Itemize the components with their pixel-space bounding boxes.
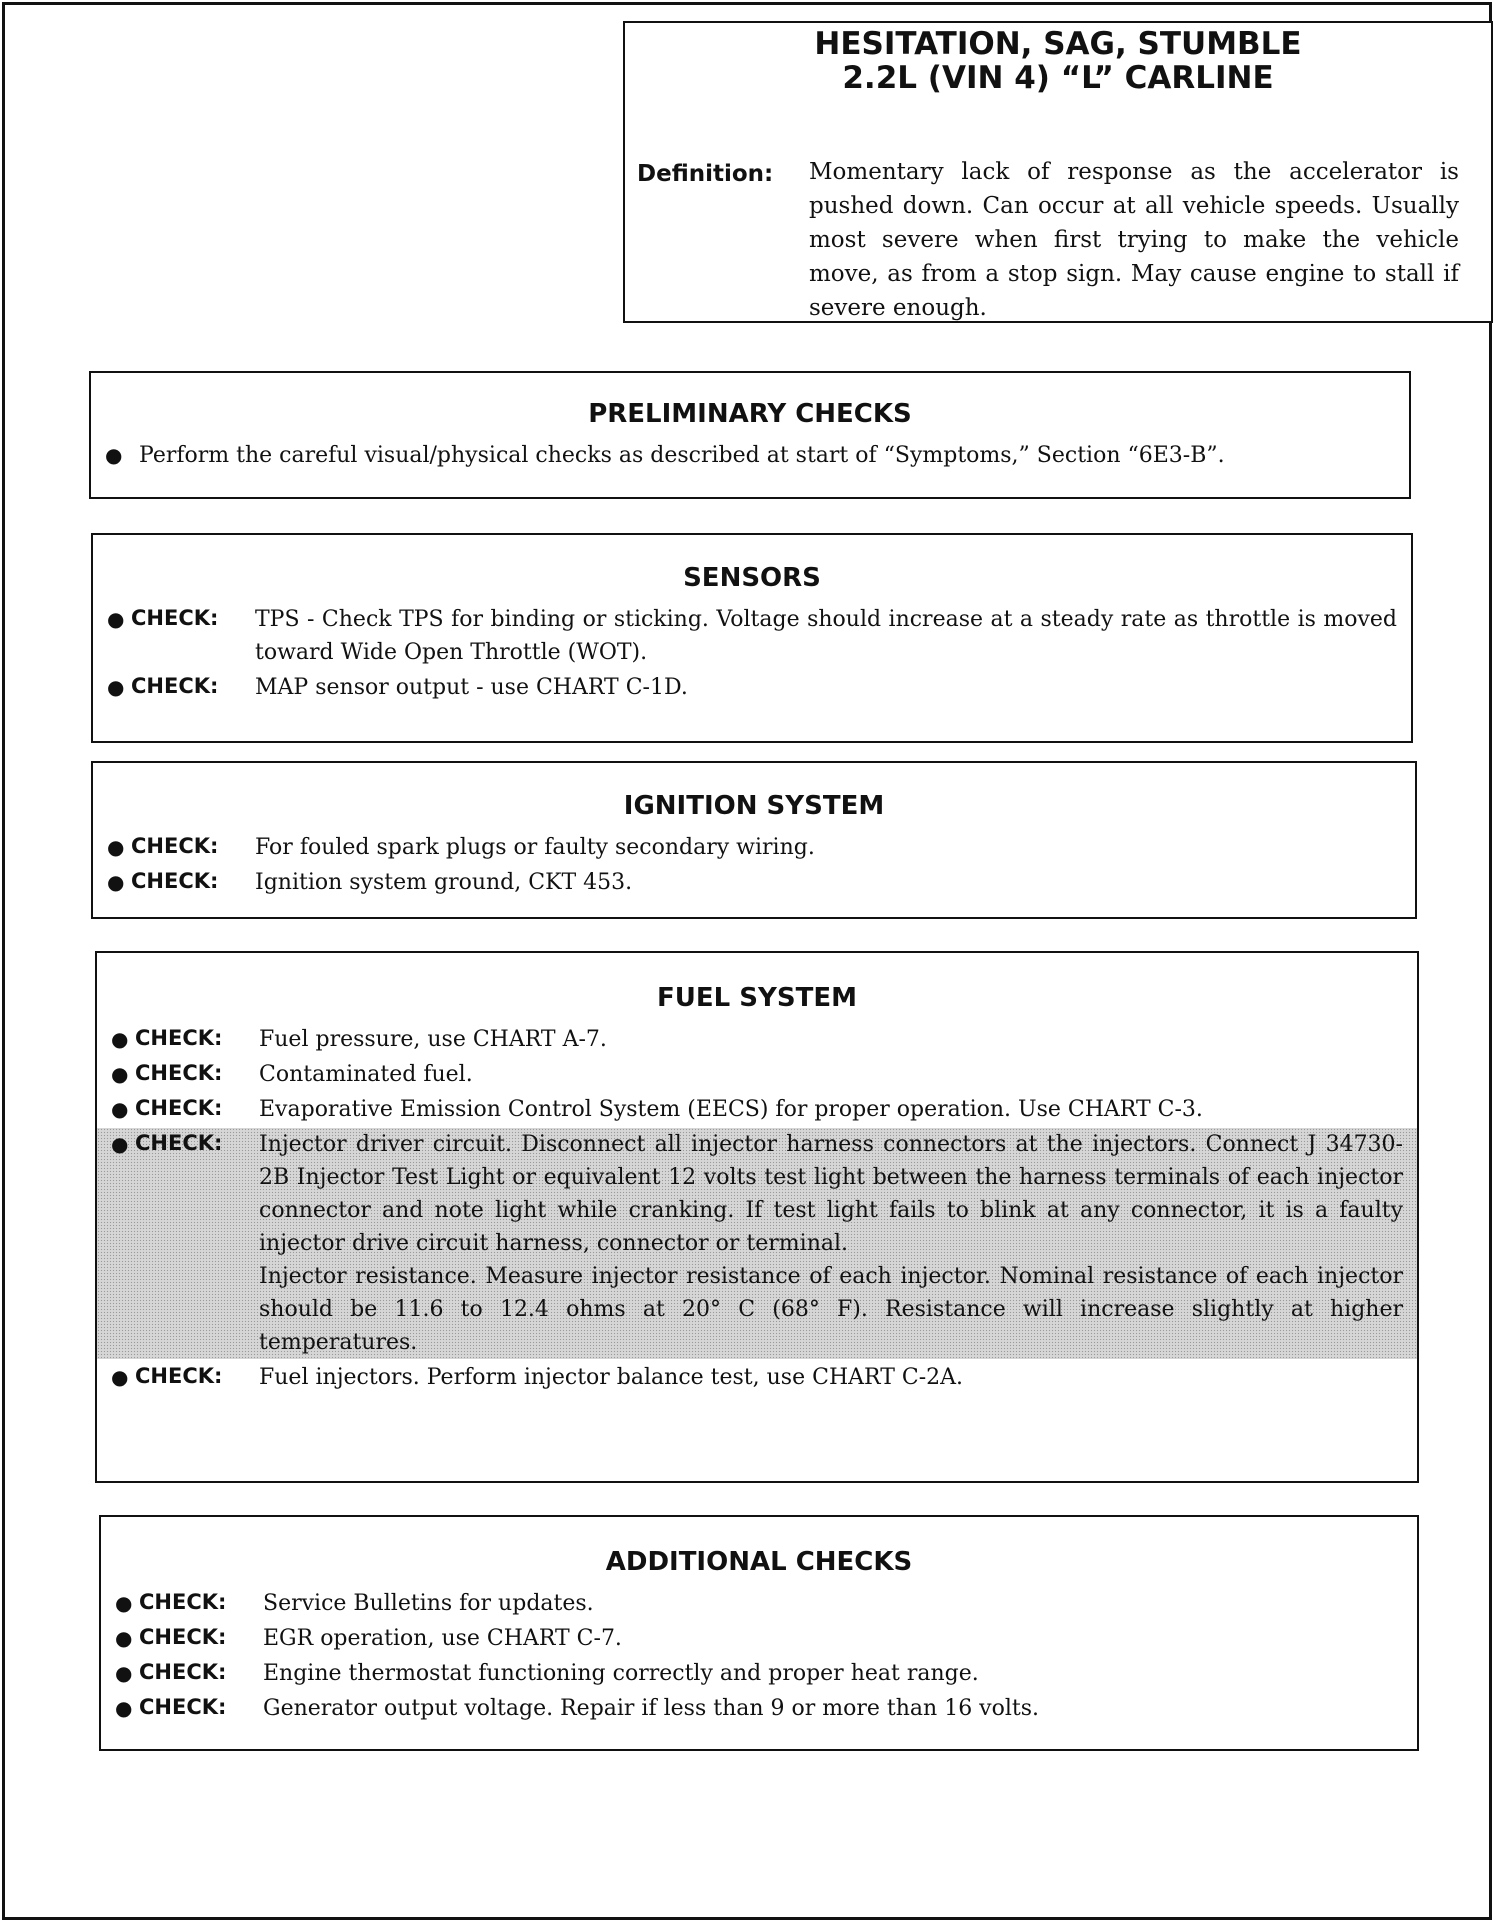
check-text: For fouled spark plugs or faulty secondary wiring. bbox=[255, 835, 815, 860]
check-text: Evaporative Emission Control System (EECS) for proper operation. Use CHART C-3. bbox=[259, 1097, 1203, 1122]
list-item bbox=[93, 603, 1411, 669]
ignition-section bbox=[91, 761, 1417, 919]
preliminary-checks-title: PRELIMINARY CHECKS bbox=[588, 399, 912, 429]
check-label: CHECK: bbox=[131, 869, 219, 893]
additional-checks-title: ADDITIONAL CHECKS bbox=[605, 1547, 913, 1577]
check-label: CHECK: bbox=[139, 1590, 227, 1614]
preliminary-checks-section bbox=[89, 371, 1411, 499]
bullet-icon: ● bbox=[111, 1027, 129, 1051]
bullet-icon: ● bbox=[111, 1062, 129, 1086]
check-text: Service Bulletins for updates. bbox=[263, 1591, 594, 1616]
list-item bbox=[97, 1361, 1417, 1394]
title-line-1: HESITATION, SAG, STUMBLE bbox=[814, 26, 1302, 62]
check-text: Fuel pressure, use CHART A-7. bbox=[259, 1027, 607, 1052]
preliminary-text: Perform the careful visual/physical checks as described at start of “Symptoms,” Section “6E3-B”. bbox=[139, 443, 1225, 468]
check-label: CHECK: bbox=[139, 1660, 227, 1684]
bullet-icon: ● bbox=[115, 1696, 133, 1720]
bullet-icon: ● bbox=[105, 443, 123, 467]
check-label: CHECK: bbox=[131, 606, 219, 630]
list-item bbox=[93, 831, 1415, 864]
additional-checks-section bbox=[99, 1515, 1419, 1751]
check-label: CHECK: bbox=[131, 674, 219, 698]
list-item bbox=[97, 1058, 1417, 1091]
check-label: CHECK: bbox=[139, 1625, 227, 1649]
check-text: TPS - Check TPS for binding or sticking. Voltage should increase at a steady rate as throttle is moved toward Wide Open Throttle (WOT). bbox=[255, 607, 1397, 665]
list-item bbox=[101, 1692, 1417, 1725]
injector-check-highlighted bbox=[97, 1128, 1417, 1359]
check-label: CHECK: bbox=[135, 1131, 223, 1155]
injector-resistance-paragraph: Injector resistance. Measure injector resistance of each injector. Nominal resistance of each injector should be 11.6 to 12.4 ohms at 20° C (68° F). Resistance will increase slightly at higher temperatures. bbox=[259, 1264, 1403, 1355]
check-label: CHECK: bbox=[135, 1026, 223, 1050]
bullet-icon: ● bbox=[107, 870, 125, 894]
check-label: CHECK: bbox=[135, 1364, 223, 1388]
list-item bbox=[101, 1657, 1417, 1690]
injector-driver-paragraph: Injector driver circuit. Disconnect all injector harness connectors at the injectors. Connect J 34730-2B Injector Test Light or equivalent 12 volts test light between the harness terminals of each injector connector and note light while cranking. If test light fails to blink at any connector, it is a faulty injector drive circuit harness, connector or terminal. bbox=[259, 1132, 1403, 1256]
bullet-icon: ● bbox=[115, 1626, 133, 1650]
list-item bbox=[97, 1093, 1417, 1126]
sensors-title: SENSORS bbox=[683, 563, 821, 593]
check-label: CHECK: bbox=[139, 1695, 227, 1719]
list-item bbox=[91, 439, 1409, 472]
bullet-icon: ● bbox=[107, 607, 125, 631]
list-item bbox=[101, 1622, 1417, 1655]
list-item bbox=[97, 1023, 1417, 1056]
list-item bbox=[93, 671, 1411, 704]
fuel-system-section bbox=[95, 951, 1419, 1483]
definition-label: Definition: bbox=[637, 161, 774, 187]
bullet-icon: ● bbox=[107, 835, 125, 859]
check-label: CHECK: bbox=[135, 1096, 223, 1120]
check-text: Ignition system ground, CKT 453. bbox=[255, 870, 633, 895]
check-text: EGR operation, use CHART C-7. bbox=[263, 1626, 622, 1651]
list-item bbox=[101, 1587, 1417, 1620]
check-text: MAP sensor output - use CHART C-1D. bbox=[255, 675, 688, 700]
check-text: Contaminated fuel. bbox=[259, 1062, 473, 1087]
ignition-title: IGNITION SYSTEM bbox=[623, 791, 885, 821]
injector-check-text bbox=[259, 1128, 1403, 1359]
page-title bbox=[625, 27, 1491, 95]
document-page bbox=[2, 2, 1492, 1920]
list-item bbox=[93, 866, 1415, 899]
bullet-icon: ● bbox=[111, 1132, 129, 1156]
bullet-icon: ● bbox=[111, 1097, 129, 1121]
header-box bbox=[623, 21, 1493, 323]
bullet-icon: ● bbox=[107, 675, 125, 699]
check-label: CHECK: bbox=[135, 1061, 223, 1085]
check-text: Engine thermostat functioning correctly and proper heat range. bbox=[263, 1661, 979, 1686]
bullet-icon: ● bbox=[115, 1661, 133, 1685]
definition-text: Momentary lack of response as the accelerator is pushed down. Can occur at all vehicle speeds. Usually most severe when first trying to make the vehicle move, as from a stop sign. May cause engine to stall if severe enough. bbox=[809, 159, 1459, 321]
fuel-system-title: FUEL SYSTEM bbox=[657, 983, 857, 1013]
sensors-section bbox=[91, 533, 1413, 743]
check-text: Generator output voltage. Repair if less than 9 or more than 16 volts. bbox=[263, 1696, 1040, 1721]
check-label: CHECK: bbox=[131, 834, 219, 858]
check-text: Fuel injectors. Perform injector balance test, use CHART C-2A. bbox=[259, 1365, 963, 1390]
title-line-2: 2.2L (VIN 4) “L” CARLINE bbox=[842, 60, 1274, 96]
bullet-icon: ● bbox=[115, 1591, 133, 1615]
bullet-icon: ● bbox=[111, 1365, 129, 1389]
